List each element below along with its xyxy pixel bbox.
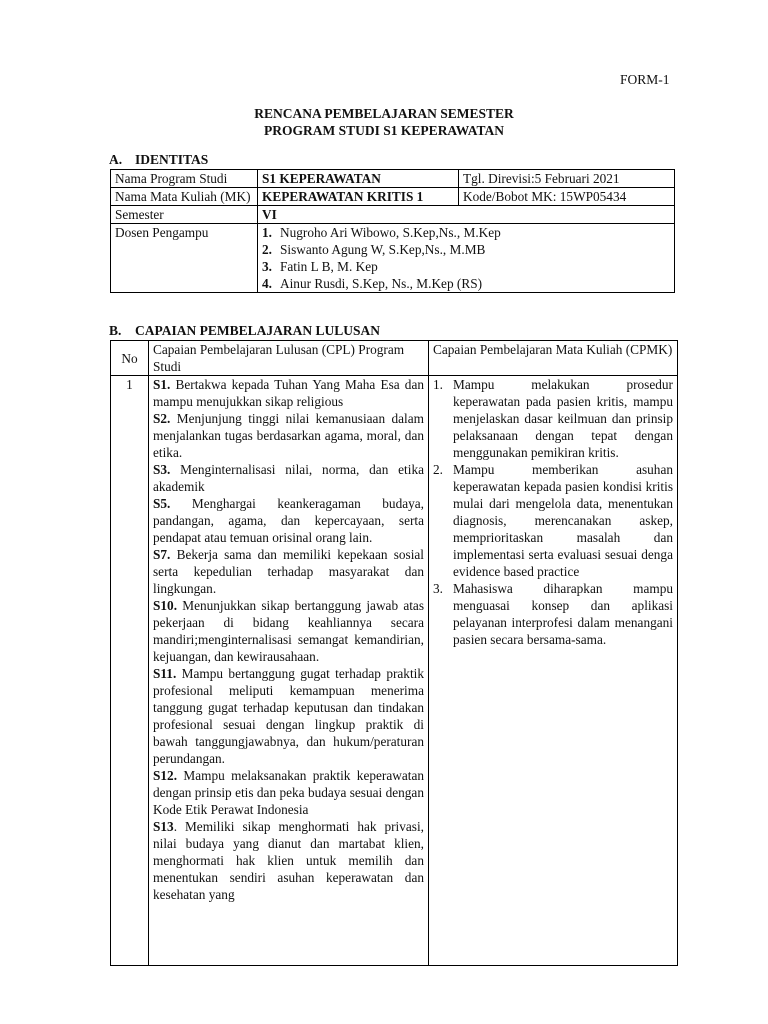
course-label: Nama Mata Kuliah (MK)	[111, 188, 258, 206]
cpl-text: Menunjukkan sikap bertanggung jawab atas pekerjaan di bidang keahliannya secara mandiri;menginternalisasi semangat kemandirian, kejuangan, dan kewirausahaan.	[153, 598, 424, 664]
cpl-text: Menjunjung tinggi nilai kemanusiaan dalam menjalankan tugas berdasarkan agama, moral, dan etika.	[153, 411, 424, 460]
course-value: KEPERAWATAN KRITIS 1	[258, 188, 459, 206]
semester-value: VI	[258, 206, 675, 224]
table-header-row	[111, 341, 678, 376]
cpl-item	[153, 665, 424, 767]
cpl-code: S12.	[153, 768, 178, 783]
cpl-item	[153, 410, 424, 461]
lecturer-number: 4.	[262, 276, 272, 291]
table-row	[111, 170, 675, 188]
cpl-item	[153, 767, 424, 818]
section-a-letter: A.	[109, 152, 123, 167]
program-value: S1 KEPERAWATAN	[258, 170, 459, 188]
program-label: Nama Program Studi	[111, 170, 258, 188]
header-cpl: Capaian Pembelajaran Lulusan (CPL) Program Studi	[149, 341, 429, 376]
cpmk-text: Mahasiswa diharapkan mampu menguasai konsep dan aplikasi pelayanan interprofesi dalam menangani pasien secara bersama-sama.	[453, 581, 673, 647]
section-b-title: CAPAIAN PEMBELAJARAN LULUSAN	[135, 323, 381, 338]
header-cpmk: Capaian Pembelajaran Mata Kuliah (CPMK)	[429, 341, 678, 376]
document-title: RENCANA PEMBELAJARAN SEMESTER	[254, 106, 514, 121]
lecturer-name: Siswanto Agung W, S.Kep,Ns., M.MB	[280, 242, 486, 257]
cpl-text: Menginternalisasi nilai, norma, dan etika akademik	[153, 462, 424, 494]
form-number: FORM-1	[620, 72, 670, 87]
cpl-item	[153, 818, 424, 903]
section-b-letter: B.	[109, 323, 122, 338]
course-code: Kode/Bobot MK: 15WP05434	[459, 188, 675, 206]
cpl-cell	[149, 376, 429, 966]
row-number: 1	[111, 376, 149, 966]
cpl-code: S10.	[153, 598, 178, 613]
lecturer-number: 1.	[262, 225, 272, 240]
revision-date: Tgl. Direvisi:5 Februari 2021	[459, 170, 675, 188]
lecturer-label: Dosen Pengampu	[111, 224, 258, 293]
lecturer-item	[262, 258, 670, 275]
cpmk-item	[433, 580, 673, 648]
cpmk-item	[433, 461, 673, 580]
cpl-code: S3.	[153, 462, 171, 477]
cpl-code: S13	[153, 819, 174, 834]
cpmk-cell	[429, 376, 678, 966]
cpl-table	[110, 340, 678, 966]
section-a-title: IDENTITAS	[135, 152, 209, 167]
cpl-text: Menghargai keankeragaman budaya, pandangan, agama, dan kepercayaan, serta pendapat atau temuan orisinal orang lain.	[153, 496, 424, 545]
cpl-item	[153, 597, 424, 665]
table-row	[111, 206, 675, 224]
cpl-text: Mampu melaksanakan praktik keperawatan dengan prinsip etis dan peka budaya sesuai dengan Kode Etik Perawat Indonesia	[153, 768, 424, 817]
lecturer-item	[262, 275, 670, 292]
lecturer-number: 3.	[262, 259, 272, 274]
cpl-item	[153, 546, 424, 597]
table-row	[111, 376, 678, 966]
cpl-text: Bertakwa kepada Tuhan Yang Maha Esa dan mampu menujukkan sikap religious	[153, 377, 424, 409]
section-b-heading	[109, 323, 380, 339]
cpmk-number: 2.	[433, 462, 443, 477]
section-a-heading	[109, 152, 208, 168]
cpmk-number: 1.	[433, 377, 443, 392]
lecturer-name: Ainur Rusdi, S.Kep, Ns., M.Kep (RS)	[280, 276, 483, 291]
header-no: No	[111, 341, 149, 376]
lecturer-item	[262, 241, 670, 258]
cpmk-text: Mampu memberikan asuhan keperawatan kepada pasien kondisi kritis mulai dari mengelola data, menentukan diagnosis, merencanakan askep, memprioritaskan masalah dan implementasi serta evaluasi sesuai denga evidence based practice	[453, 462, 673, 579]
table-row	[111, 224, 675, 293]
semester-label: Semester	[111, 206, 258, 224]
cpmk-number: 3.	[433, 581, 443, 596]
cpl-text: Mampu bertanggung gugat terhadap praktik profesional meliputi kemampuan menerima tanggung gugat terhadap keputusan dan tindakan profesional sesuai dengan lingkup praktik di bawah tanggungjawabnya, dan hukum/peraturan perundangan.	[153, 666, 424, 766]
cpl-code: S1.	[153, 377, 171, 392]
cpmk-text: Mampu melakukan prosedur keperawatan pada pasien kritis, mampu menjelaskan dasar keilmuan dan prinsip pelaksanaan dengan tepat dengan menggunakan pemikiran kritis.	[453, 377, 673, 460]
cpl-list	[153, 376, 424, 965]
lecturer-list	[258, 224, 675, 293]
document-subtitle: PROGRAM STUDI S1 KEPERAWATAN	[264, 123, 504, 138]
lecturer-name: Fatin L B, M. Kep	[280, 259, 378, 274]
lecturer-number: 2.	[262, 242, 272, 257]
cpl-item	[153, 495, 424, 546]
lecturer-item	[262, 224, 670, 241]
cpl-item	[153, 461, 424, 495]
cpl-code: S2.	[153, 411, 171, 426]
cpmk-item	[433, 376, 673, 461]
table-row	[111, 188, 675, 206]
cpl-text: Bekerja sama dan memiliki kepekaan sosial serta kepedulian terhadap masyarakat dan lingkungan.	[153, 547, 424, 596]
identity-table	[110, 169, 675, 293]
cpl-code: S5.	[153, 496, 171, 511]
lecturer-name: Nugroho Ari Wibowo, S.Kep,Ns., M.Kep	[280, 225, 501, 240]
cpl-code: S7.	[153, 547, 171, 562]
cpl-item	[153, 376, 424, 410]
cpl-text: . Memiliki sikap menghormati hak privasi, nilai budaya yang dianut dan martabat klien, menghormati hak klien untuk memilih dan menentukan sendiri asuhan keperawatan dan kesehatan yang	[153, 819, 424, 902]
cpl-code: S11.	[153, 666, 177, 681]
